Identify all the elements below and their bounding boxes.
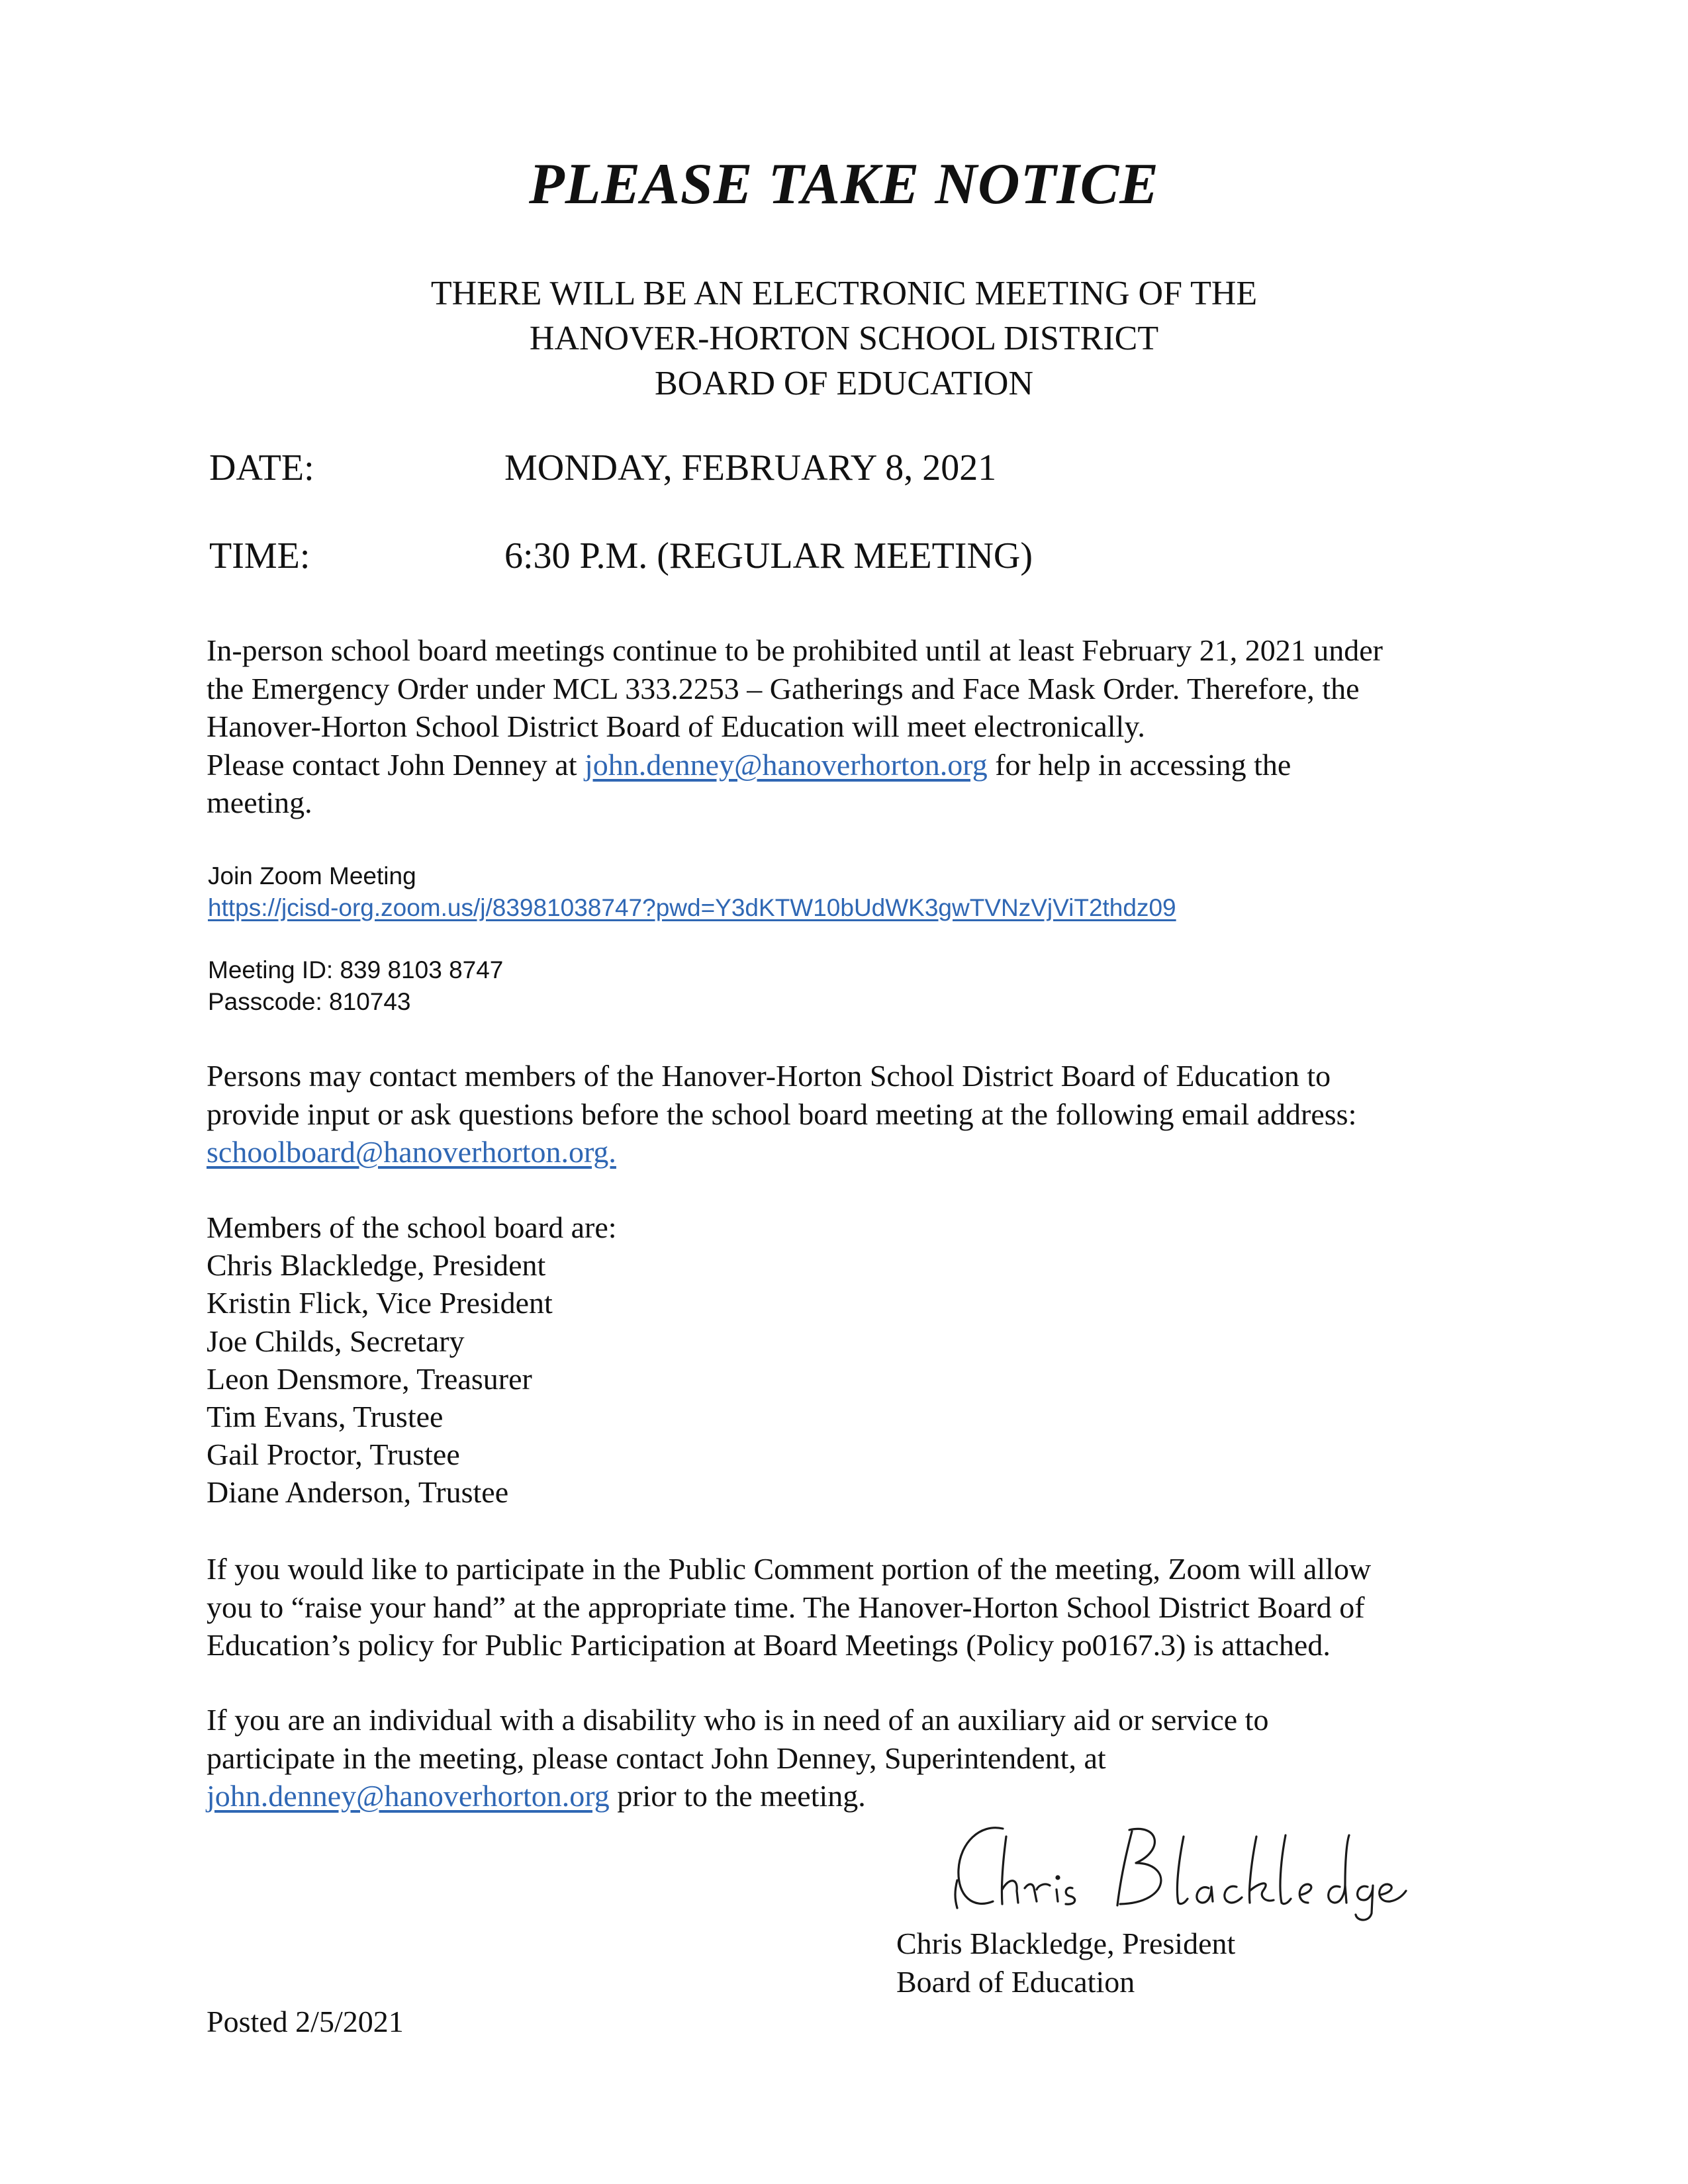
disability-suffix: prior to the meeting. [609, 1779, 866, 1813]
contact-line [207, 746, 1524, 784]
public-comment-line-2: you to “raise your hand” at the appropriate time. The Hanover-Horton School District Board of [207, 1590, 1365, 1624]
input-paragraph [207, 1057, 1524, 1171]
handwritten-signature [940, 1817, 1417, 1923]
zoom-block [208, 860, 1176, 924]
subtitle-line-3: BOARD OF EDUCATION [654, 365, 1034, 402]
intro-line-1: In-person school board meetings continue to be prohibited until at least February 21, 2021 under [207, 633, 1383, 667]
date-value: MONDAY, FEBRUARY 8, 2021 [504, 447, 997, 488]
time-label: TIME: [209, 535, 310, 576]
members-heading: Members of the school board are: [207, 1210, 617, 1244]
disability-paragraph [207, 1701, 1524, 1815]
zoom-heading: Join Zoom Meeting [208, 862, 416, 889]
posted-date: Posted 2/5/2021 [207, 2005, 404, 2038]
zoom-url-link[interactable]: https://jcisd-org.zoom.us/j/83981038747?pwd=Y3dKTW10bUdWK3gwTVNzVjViT2thdz09 [208, 894, 1176, 921]
member-item: Diane Anderson, Trustee [207, 1475, 509, 1510]
public-comment-paragraph [207, 1550, 1524, 1664]
passcode: Passcode: 810743 [208, 988, 411, 1015]
intro-paragraph [207, 631, 1524, 822]
schoolboard-email-link[interactable]: schoolboard@hanoverhorton.org. [207, 1135, 616, 1169]
signer-name: Chris Blackledge, President [896, 1927, 1236, 1960]
members-list [207, 1208, 617, 1512]
subtitle-line-1: THERE WILL BE AN ELECTRONIC MEETING OF THE [430, 275, 1258, 312]
input-line-2: provide input or ask questions before the school board meeting at the following email address: [207, 1097, 1357, 1131]
date-label: DATE: [209, 447, 314, 488]
intro-line-3: Hanover-Horton School District Board of Education will meet electronically. [207, 709, 1145, 743]
member-item: Leon Densmore, Treasurer [207, 1361, 532, 1396]
page-title: PLEASE TAKE NOTICE [528, 152, 1159, 216]
signature-block [896, 1925, 1235, 2001]
member-item: Kristin Flick, Vice President [207, 1286, 553, 1320]
member-item: Gail Proctor, Trustee [207, 1437, 460, 1472]
subtitle-line-2: HANOVER-HORTON SCHOOL DISTRICT [529, 320, 1159, 357]
disability-email-link[interactable]: john.denney@hanoverhorton.org [207, 1779, 610, 1813]
contact-suffix: for help in accessing the [987, 747, 1291, 782]
member-item: Tim Evans, Trustee [207, 1400, 444, 1434]
member-item: Joe Childs, Secretary [207, 1324, 465, 1358]
input-line-1: Persons may contact members of the Hanover-Horton School District Board of Education to [207, 1059, 1331, 1093]
public-comment-line-1: If you would like to participate in the Public Comment portion of the meeting, Zoom will allow [207, 1552, 1372, 1586]
public-comment-line-3: Education’s policy for Public Participation at Board Meetings (Policy po0167.3) is attached. [207, 1628, 1331, 1662]
time-value: 6:30 P.M. (REGULAR MEETING) [504, 535, 1033, 576]
member-item: Chris Blackledge, President [207, 1248, 546, 1283]
intro-line-2: the Emergency Order under MCL 333.2253 – Gatherings and Face Mask Order. Therefore, the [207, 671, 1360, 705]
contact-email-link[interactable]: john.denney@hanoverhorton.org [584, 747, 988, 782]
signer-title: Board of Education [896, 1965, 1135, 1999]
contact-end: meeting. [207, 786, 312, 819]
zoom-credentials [208, 954, 503, 1018]
disability-line-1: If you are an individual with a disability who is in need of an auxiliary aid or service to [207, 1703, 1269, 1737]
disability-line-2: participate in the meeting, please contact John Denney, Superintendent, at [207, 1741, 1106, 1775]
contact-prefix: Please contact John Denney at [207, 747, 585, 782]
meeting-id: Meeting ID: 839 8103 8747 [208, 956, 504, 983]
